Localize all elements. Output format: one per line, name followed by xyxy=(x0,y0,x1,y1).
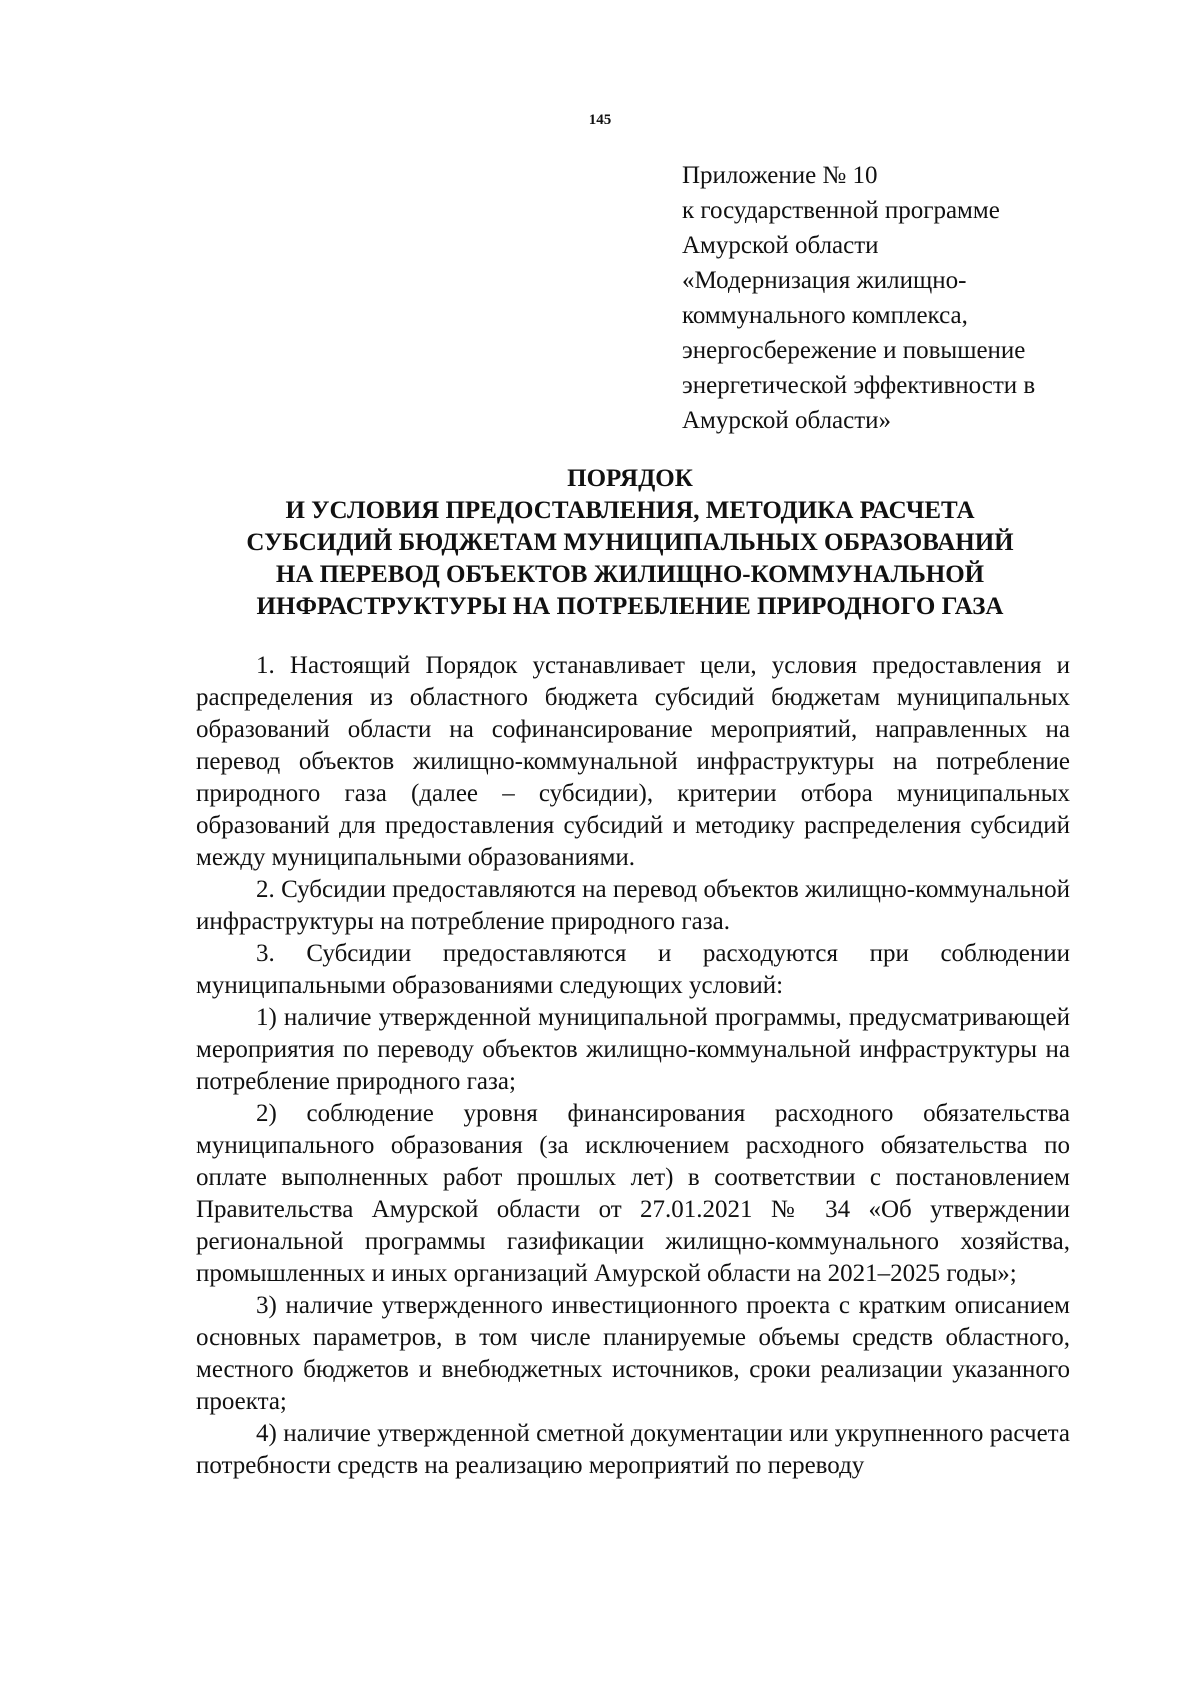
document-title xyxy=(190,463,1070,623)
title-line: И УСЛОВИЯ ПРЕДОСТАВЛЕНИЯ, МЕТОДИКА РАСЧЕТА xyxy=(285,497,975,524)
title-line: ИНФРАСТРУКТУРЫ НА ПОТРЕБЛЕНИЕ ПРИРОДНОГО ГАЗА xyxy=(256,593,1004,620)
paragraph-1: 1. Настоящий Порядок устанавливает цели, условия предоставления и распределения из областного бюджета субсидий бюджетам муниципальных образований области на софинансирование мероприятий, направленных на перевод объектов жилищно-коммунальной инфраструктуры на потребление природного газа (далее – субсидии), критерии отбора муниципальных образований для предоставления субсидий и методику распределения субсидий между муниципальными образованиями. xyxy=(196,652,1070,871)
appendix-line: коммунального комплекса, xyxy=(682,302,968,329)
appendix-line: энергосбережение и повышение xyxy=(682,337,1026,364)
title-line: СУБСИДИЙ БЮДЖЕТАМ МУНИЦИПАЛЬНЫХ ОБРАЗОВАНИЙ xyxy=(246,529,1014,556)
condition-3: 3) наличие утвержденного инвестиционного проекта с кратким описанием основных параметров, в том числе планируемые объемы средств областного, местного бюджетов и внебюджетных источников, сроки реализации указанного проекта; xyxy=(196,1292,1070,1415)
appendix-line: энергетической эффективности в xyxy=(682,372,1036,399)
paragraph-3: 3. Субсидии предоставляются и расходуются при соблюдении муниципальными образованиями следующих условий: xyxy=(196,940,1070,999)
title-line: НА ПЕРЕВОД ОБЪЕКТОВ ЖИЛИЩНО-КОММУНАЛЬНОЙ xyxy=(275,561,985,588)
title-line: ПОРЯДОК xyxy=(567,465,693,492)
appendix-line: Амурской области xyxy=(682,232,879,259)
appendix-heading xyxy=(682,158,1102,438)
appendix-line: Приложение № 10 xyxy=(682,162,878,189)
page-number: 145 xyxy=(588,112,612,128)
appendix-line: Амурской области» xyxy=(682,407,892,434)
condition-4: 4) наличие утвержденной сметной документации или укрупненного расчета потребности средств на реализацию мероприятий по переводу xyxy=(196,1420,1070,1479)
paragraph-2: 2. Субсидии предоставляются на перевод объектов жилищно-коммунальной инфраструктуры на потребление природного газа. xyxy=(196,876,1070,935)
condition-2: 2) соблюдение уровня финансирования расходного обязательства муниципального образования (за исключением расходного обязательства по оплате выполненных работ прошлых лет) в соответствии с постановлением Правительства Амурской области от 27.01.2021 № 34 «Об утверждении региональной программы газификации жилищно-коммунального хозяйства, промышленных и иных организаций Амурской области на 2021–2025 годы»; xyxy=(196,1100,1070,1287)
condition-1: 1) наличие утвержденной муниципальной программы, предусматривающей мероприятия по переводу объектов жилищно-коммунальной инфраструктуры на потребление природного газа; xyxy=(196,1004,1070,1095)
document-body xyxy=(196,650,1070,1482)
appendix-line: к государственной программе xyxy=(682,197,1000,224)
appendix-line: «Модернизация жилищно- xyxy=(682,267,967,294)
